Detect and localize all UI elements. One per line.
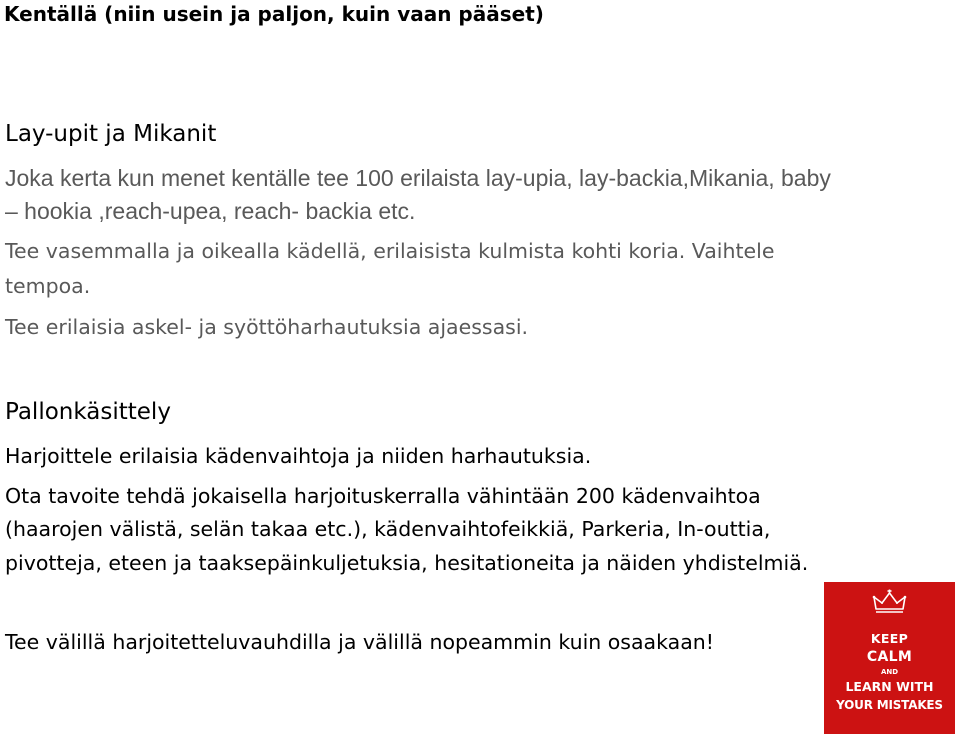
ballhandling-line-4: pivotteja, eteen ja taaksepäinkuljetuksia, hesitationeita ja näiden yhdistelmiä. bbox=[5, 551, 809, 575]
poster-line-and: AND bbox=[880, 668, 899, 676]
layups-line-5: Tee erilaisia askel- ja syöttöharhautuksia ajaessasi. bbox=[5, 315, 529, 339]
keep-calm-poster bbox=[824, 582, 955, 734]
layups-line-4: tempoa. bbox=[5, 274, 91, 298]
ballhandling-line-1: Harjoittele erilaisia kädenvaihtoja ja niiden harhautuksia. bbox=[5, 444, 592, 468]
page-title: Kentällä (niin usein ja paljon, kuin vaan pääset) bbox=[4, 2, 544, 26]
poster-line-keep: KEEP bbox=[870, 631, 909, 646]
poster-line-calm: CALM bbox=[866, 649, 913, 665]
poster-line-your-mistakes: YOUR MISTAKES bbox=[836, 698, 943, 712]
closing-line: Tee välillä harjoitetteluvauhdilla ja välillä nopeammin kuin osaakaan! bbox=[5, 630, 714, 654]
ballhandling-line-2: Ota tavoite tehdä jokaisella harjoituskerralla vähintään 200 kädenvaihtoa bbox=[5, 484, 761, 508]
layups-line-2: – hookia ,reach-upea, reach- backia etc. bbox=[5, 198, 416, 224]
layups-line-1: Joka kerta kun menet kentälle tee 100 erilaista lay-upia, lay-backia,Mikania, baby bbox=[5, 165, 831, 191]
crown-icon bbox=[872, 589, 907, 615]
layups-line-3: Tee vasemmalla ja oikealla kädellä, erilaisista kulmista kohti koria. Vaihtele bbox=[5, 239, 775, 263]
poster-line-learn-with: LEARN WITH bbox=[845, 679, 934, 694]
ballhandling-line-3: (haarojen välistä, selän takaa etc.), kädenvaihtofeikkiä, Parkeria, In-outtia, bbox=[5, 517, 771, 541]
section-heading-ballhandling: Pallonkäsittely bbox=[5, 399, 171, 425]
section-heading-layups: Lay-upit ja Mikanit bbox=[5, 121, 217, 147]
